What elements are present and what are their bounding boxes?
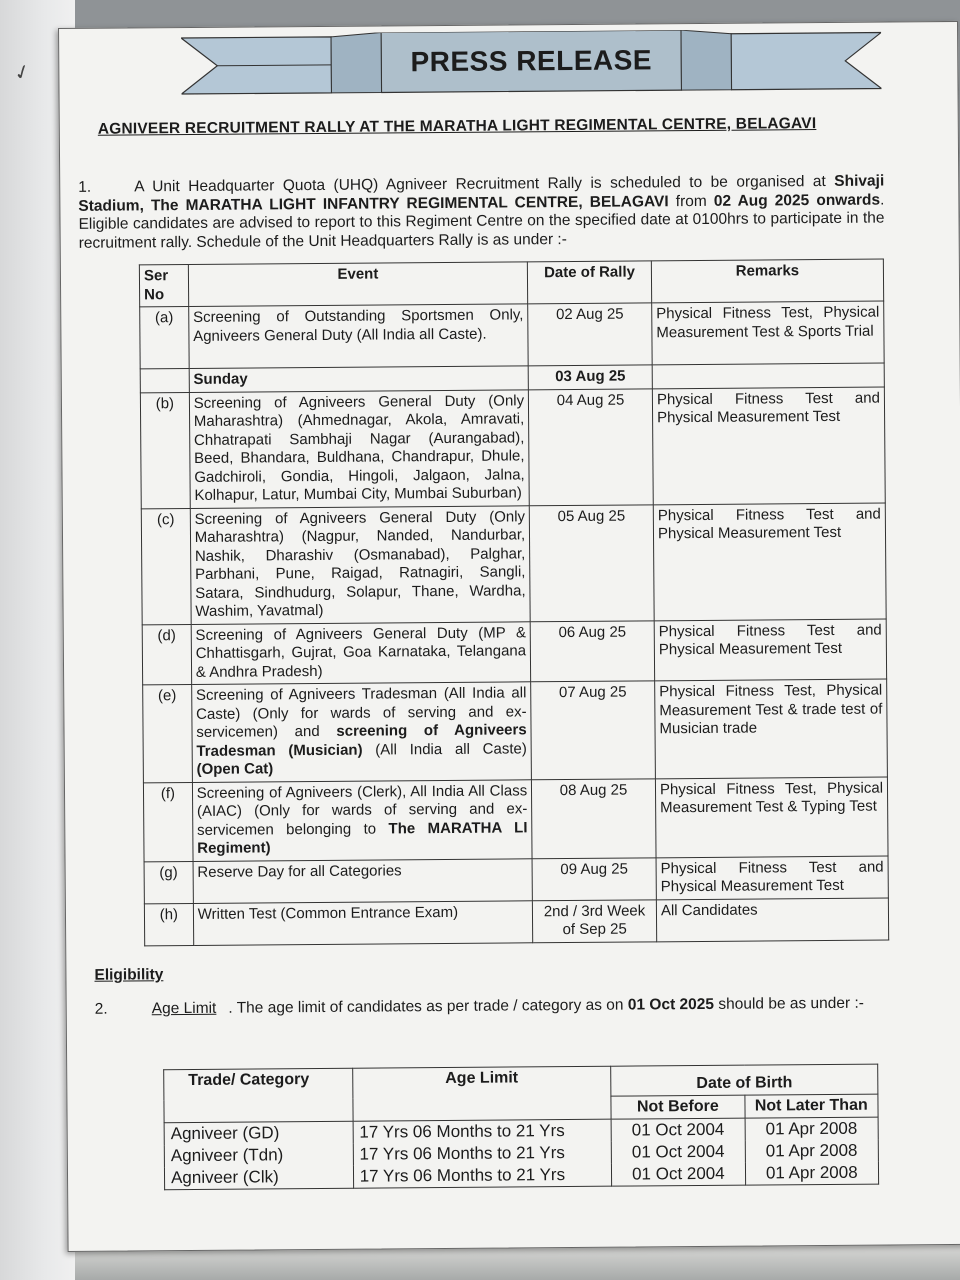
row-remarks: Physical Fitness Test, Physical Measurement Test & Sports Trial: [652, 301, 885, 365]
row-event-bold: The MARATHA LI Regiment): [197, 818, 528, 857]
row-ser: (h): [144, 903, 193, 945]
row-event: Screening of Agniveers General Duty (MP & Chhattisgarh, Gujrat, Goa Karnataka, Telangana & Andhra Pradesh): [191, 621, 531, 684]
header-date: Date of Rally: [528, 261, 652, 304]
row-ser: (c): [141, 508, 191, 624]
row-date: 03 Aug 25: [528, 365, 652, 389]
intro-start-date: 02 Aug 2025 onwards: [713, 191, 881, 210]
header-date-of-birth: Date of Birth: [611, 1064, 878, 1096]
row-remarks: [652, 363, 884, 388]
row-not-later: 01 Apr 2008: [745, 1162, 879, 1186]
age-limit-table: [163, 1064, 879, 1191]
header-age-limit: Age Limit: [352, 1066, 611, 1121]
row-ser: (d): [142, 624, 191, 685]
intro-paragraph: [78, 173, 885, 253]
age-limit-label: Age Limit: [151, 999, 217, 1018]
row-remarks: Physical Fitness Test, Physical Measurement Test & Typing Test: [655, 777, 888, 858]
paragraph-number: 2.: [94, 1000, 108, 1018]
row-date: [533, 899, 657, 942]
row-trade: Agniveer (GD): [164, 1121, 353, 1145]
row-event: Screening of Agniveers General Duty (Only Maharashtra) (Ahmednagar, Akola, Amravati, Chhatrapati Sambhaji Nagar (Aurangabad), Beed, Bhandara, Buldhana, Chandrapur, Dhule, Gadchiroli, Gondia, Hingoli, Jalgaon, Jalna, Kolhapur, Latur, Mumbai City, Mumbai Suburban): [189, 389, 529, 508]
row-date-line: of Sep 25: [562, 920, 627, 939]
row-remarks: All Candidates: [656, 898, 888, 942]
eligibility-heading: Eligibility: [94, 966, 164, 984]
age-text-a: . The age limit of candidates as per trade / category as on: [228, 996, 628, 1017]
header-event: Event: [188, 262, 528, 307]
row-event: Sunday: [189, 366, 529, 392]
table-row: [142, 619, 886, 685]
rally-schedule-table: [139, 259, 889, 946]
row-remarks: Physical Fitness Test, Physical Measurement Test & trade test of Musician trade: [655, 679, 888, 778]
press-release-page: [58, 21, 960, 1252]
row-trade: Agniveer (Clk): [164, 1166, 353, 1190]
header-trade: Trade/ Category: [164, 1068, 353, 1122]
header-ser-no: Ser No: [139, 264, 188, 306]
table-row: [164, 1162, 878, 1190]
table-row: [144, 898, 888, 946]
row-event: Screening of Agniveers General Duty (Only Maharashtra) (Nagpur, Nanded, Nandurbar, Nashik, Dharashiv (Osmanabad), Palghar, Parbhani, Pune, Raigad, Ratnagiri, Sangli, Satara, Sindhudurg, Solapur, Thane, Wardha, Washim, Yavatmal): [190, 505, 530, 624]
row-date: 07 Aug 25: [531, 681, 656, 779]
row-date: 05 Aug 25: [529, 504, 654, 621]
row-date: 04 Aug 25: [529, 388, 654, 505]
table-row: [143, 777, 888, 862]
header-not-before: Not Before: [611, 1095, 745, 1119]
row-age: 17 Yrs 06 Months to 21 Yrs: [353, 1164, 612, 1189]
intro-text-e: . Eligible candidates are advised to report to this Regiment Centre on the specified date at 0100hrs to participate in the recruitment rally. Schedule of the Unit Headquarters Rally is as under :-: [78, 191, 885, 252]
age-limit-paragraph: [95, 994, 901, 1018]
rally-heading: AGNIVEER RECRUITMENT RALLY AT THE MARATHA LIGHT REGIMENTAL CENTRE, BELAGAVI: [97, 115, 817, 138]
row-not-later: 01 Apr 2008: [745, 1117, 879, 1141]
table-row: [143, 679, 888, 782]
row-remarks: Physical Fitness Test and Physical Measurement Test: [652, 387, 885, 505]
row-not-before: 01 Oct 2004: [612, 1163, 746, 1187]
row-date: 08 Aug 25: [532, 778, 656, 858]
table-row: [141, 503, 886, 625]
row-event: Reserve Day for all Categories: [193, 858, 533, 903]
row-remarks: Physical Fitness Test and Physical Measurement Test: [654, 619, 886, 681]
row-event: Written Test (Common Entrance Exam): [193, 900, 533, 945]
row-ser: [140, 368, 189, 392]
row-age: 17 Yrs 06 Months to 21 Yrs: [353, 1119, 612, 1144]
row-remarks: Physical Fitness Test and Physical Measurement Test: [656, 856, 888, 900]
row-ser: (f): [143, 782, 192, 861]
row-age: 17 Yrs 06 Months to 21 Yrs: [353, 1142, 612, 1166]
title-banner: [181, 29, 882, 106]
row-event-bold: (Open Cat): [196, 760, 274, 778]
row-trade: Agniveer (Tdn): [164, 1144, 353, 1167]
row-remarks: Physical Fitness Test and Physical Measurement Test: [653, 503, 886, 621]
table-row: [140, 387, 885, 509]
intro-text-a: A Unit Headquarter Quota (UHQ) Agniveer Recruitment Rally is scheduled to be organised at: [134, 172, 835, 196]
intro-text-c: from: [668, 192, 714, 210]
row-event-bold: screening of Agniveers Tradesman (Musician): [196, 721, 527, 760]
row-event: [191, 682, 531, 782]
age-text-c: should be as under :-: [713, 994, 865, 1013]
row-event-text: Screening of Agniveers (Clerk), All India All Class (AIAC) (Only for wards of serving and ex-servicemen belonging to: [196, 781, 528, 839]
table-header-row: [139, 259, 883, 307]
row-event-text: (All India all Caste): [362, 739, 527, 759]
row-event: Screening of Outstanding Sportsmen Only, Agniveers General Duty (All India all Caste).: [188, 304, 528, 369]
table-row: [144, 856, 888, 904]
row-ser: (a): [140, 306, 189, 368]
row-not-before: 01 Oct 2004: [611, 1141, 745, 1164]
row-ser: (b): [140, 392, 190, 508]
paragraph-number: 1.: [78, 178, 92, 196]
page-title: PRESS RELEASE: [410, 44, 653, 78]
row-event: [192, 779, 532, 861]
row-date: 09 Aug 25: [532, 857, 656, 900]
row-not-before: 01 Oct 2004: [611, 1118, 745, 1142]
row-not-later: 01 Apr 2008: [745, 1140, 879, 1163]
row-ser: (e): [143, 684, 193, 782]
age-reference-date: 01 Oct 2025: [627, 995, 715, 1014]
header-remarks: Remarks: [651, 259, 883, 303]
row-ser: (g): [144, 861, 193, 903]
table-row: [140, 301, 884, 369]
row-date: 02 Aug 25: [528, 303, 652, 366]
row-date-line: 2nd / 3rd Week: [543, 901, 646, 920]
pen-mark-icon: ✓: [10, 59, 35, 87]
row-event-text: Screening of Agniveers Tradesman (All India all Caste) (Only for wards of serving and ex-servicemen) and: [195, 684, 527, 741]
intro-venue: Shivaji Stadium, The MARATHA LIGHT INFANTRY REGIMENTAL CENTRE, BELAGAVI: [78, 172, 885, 215]
row-date: 06 Aug 25: [530, 620, 654, 681]
header-not-later: Not Later Than: [744, 1094, 878, 1118]
